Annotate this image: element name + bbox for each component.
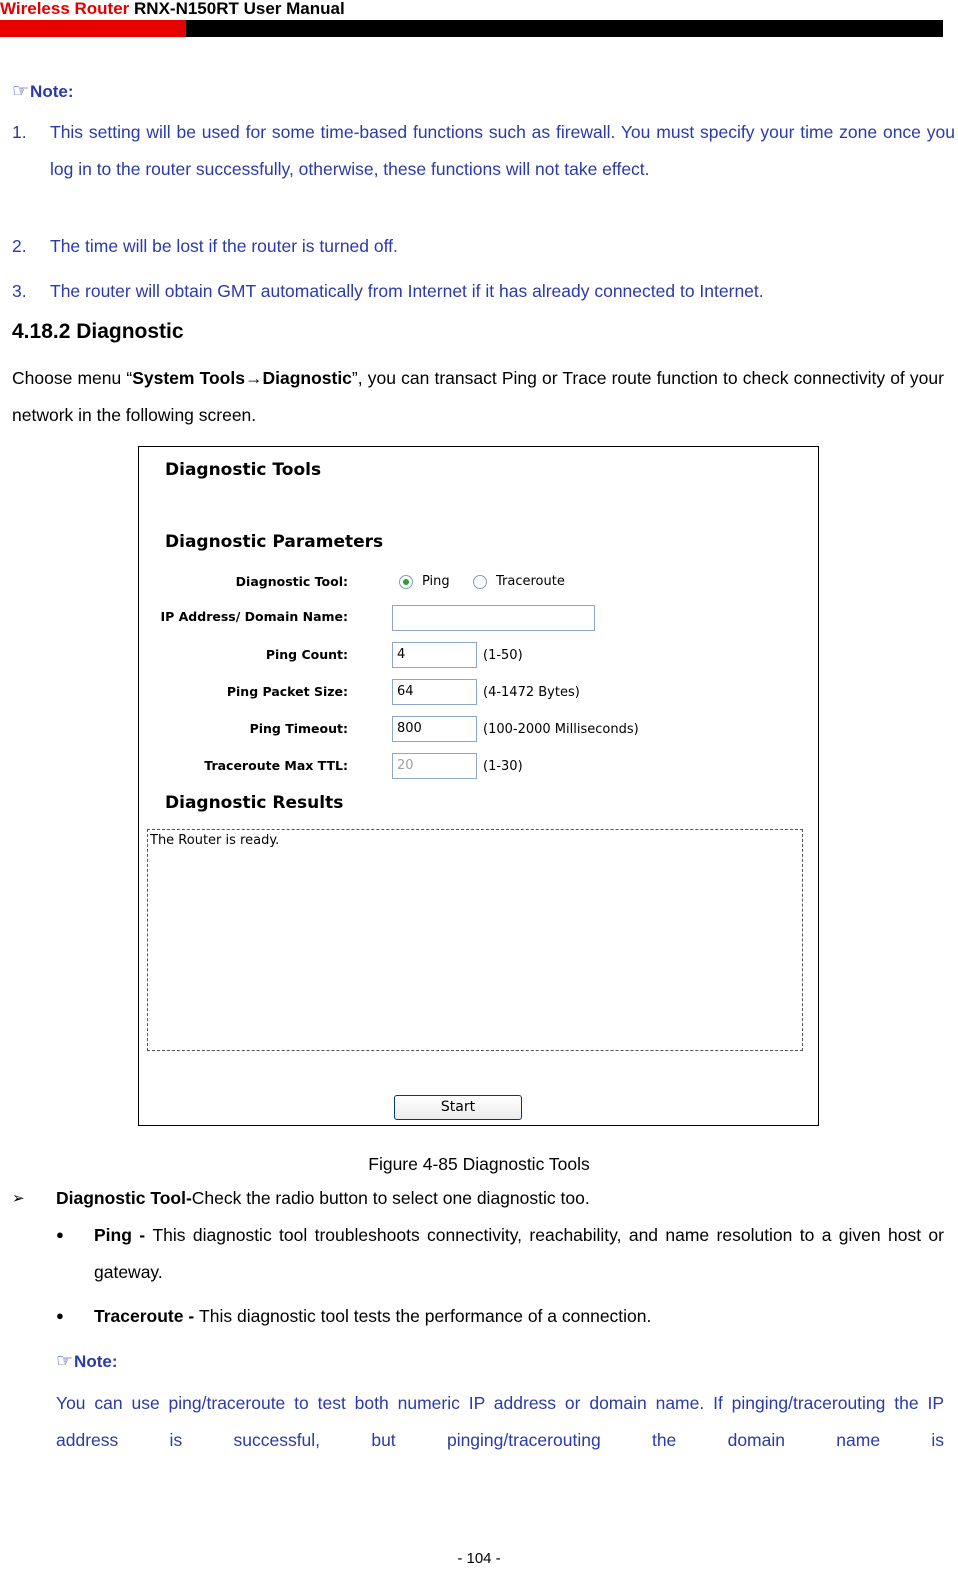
figure-caption: Figure 4-85 Diagnostic Tools — [368, 1154, 590, 1174]
note2-heading — [56, 1350, 118, 1373]
bullet-dot-icon: ● — [56, 1227, 64, 1242]
ping-timeout-label: Ping Timeout: — [249, 721, 348, 736]
intro-text: ”, you can transact Ping or Trace route function to check connectivity of your network in the following screen. — [12, 368, 944, 425]
diagnostic-tools-screenshot — [138, 446, 819, 1126]
note-title: Note: — [74, 1352, 118, 1371]
packet-size-input[interactable]: 64 — [392, 679, 477, 705]
term: Traceroute - — [94, 1306, 200, 1326]
traceroute-radio-label: Traceroute — [496, 574, 565, 589]
max-ttl-input[interactable]: 20 — [392, 753, 477, 779]
results-heading: Diagnostic Results — [165, 793, 344, 813]
traceroute-radio[interactable] — [473, 575, 487, 589]
ping-radio-label: Ping — [422, 574, 450, 589]
max-ttl-label: Traceroute Max TTL: — [204, 758, 348, 773]
ip-domain-label: IP Address/ Domain Name: — [160, 609, 348, 624]
note2-text: You can use ping/traceroute to test both numeric IP address or domain name. If pinging/tracerouting the IP address is successful, but pinging/tracerouting the domain name is — [56, 1393, 944, 1450]
ping-count-hint: (1-50) — [483, 648, 523, 663]
pointing-hand-icon: ☞ — [12, 81, 30, 102]
ip-domain-input[interactable] — [392, 605, 595, 631]
menu-path: System Tools→Diagnostic — [132, 368, 352, 388]
note-item-text: The router will obtain GMT automatically from Internet if it has already connected to Internet. — [50, 281, 764, 301]
section-title: 4.18.2 Diagnostic — [12, 320, 184, 343]
header-brand: Wireless Router — [0, 0, 130, 18]
note-title: Note: — [30, 82, 74, 101]
page-number: - 104 - — [457, 1550, 501, 1567]
max-ttl-hint: (1-30) — [483, 759, 523, 774]
diagnostic-tool-label: Diagnostic Tool: — [235, 574, 348, 589]
ping-count-input[interactable]: 4 — [392, 642, 477, 668]
diagnostic-tool-description — [56, 1180, 946, 1217]
start-button[interactable]: Start — [394, 1095, 522, 1120]
diagnostic-results-box: The Router is ready. — [147, 829, 803, 1051]
header-title — [0, 0, 345, 18]
note-item-text: This setting will be used for some time-based functions such as firewall. You must specify your time zone once you log in to the router successfully, otherwise, these functions will not take effect. — [50, 122, 955, 179]
header-model: RNX-N150RT User Manual — [134, 0, 345, 18]
note-heading — [12, 80, 74, 103]
traceroute-description — [94, 1298, 944, 1335]
ping-timeout-hint: (100-2000 Milliseconds) — [483, 722, 639, 737]
figure-heading: Diagnostic Tools — [165, 460, 322, 480]
pointing-hand-icon: ☞ — [56, 1351, 74, 1372]
definition: Check the radio button to select one diagnostic too. — [191, 1188, 590, 1208]
term: Diagnostic Tool- — [56, 1188, 192, 1208]
definition: This diagnostic tool tests the performance of a connection. — [199, 1306, 652, 1326]
parameters-heading: Diagnostic Parameters — [165, 532, 384, 552]
header-bar-accent — [0, 20, 186, 37]
note-item-number: 1. — [12, 122, 27, 142]
note-item-1 — [12, 114, 957, 226]
note-item-text: The time will be lost if the router is turned off. — [50, 236, 398, 256]
ping-radio[interactable] — [399, 575, 413, 589]
arrow-bullet-icon: ➢ — [12, 1190, 25, 1207]
ping-timeout-input[interactable]: 800 — [392, 716, 477, 742]
header-bar — [0, 20, 943, 37]
term: Ping - — [94, 1225, 153, 1245]
intro-text: Choose menu “ — [12, 368, 133, 388]
packet-size-hint: (4-1472 Bytes) — [483, 685, 580, 700]
note-item-number: 2. — [12, 236, 27, 256]
note-item-number: 3. — [12, 281, 27, 301]
ping-description — [94, 1217, 944, 1291]
section-intro — [12, 360, 944, 434]
ping-count-label: Ping Count: — [265, 647, 348, 662]
packet-size-label: Ping Packet Size: — [226, 684, 348, 699]
definition: This diagnostic tool troubleshoots connectivity, reachability, and name resolution to a given host or gateway. — [94, 1225, 944, 1282]
bullet-dot-icon: ● — [56, 1308, 64, 1323]
